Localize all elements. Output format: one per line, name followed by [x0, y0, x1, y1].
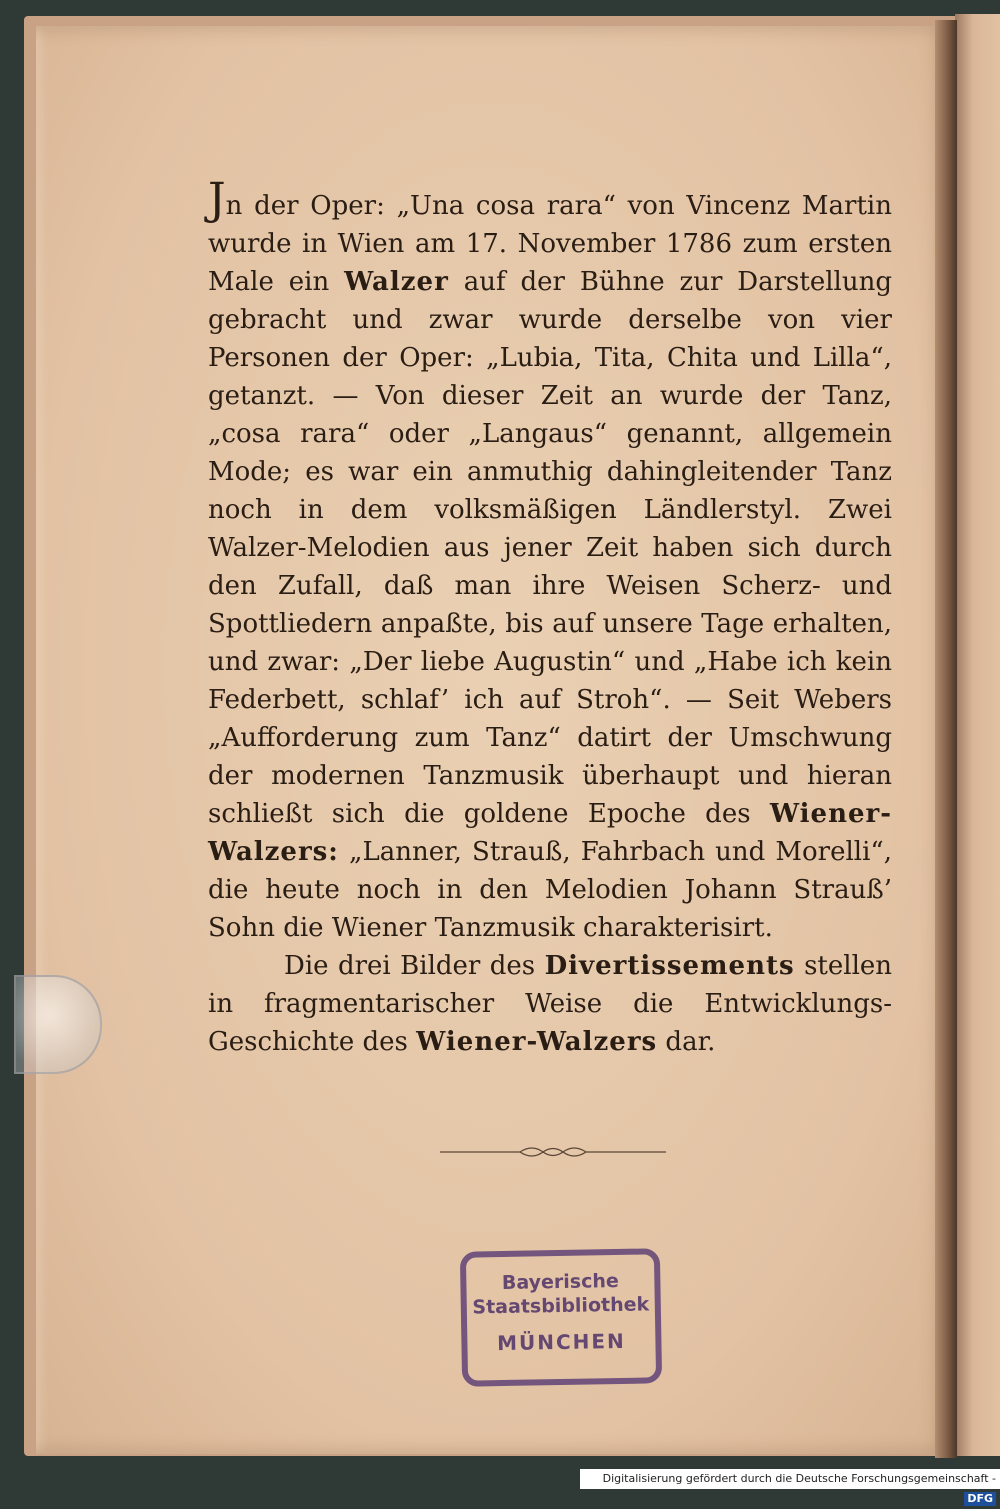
p2-bold-divertissements: Divertissements — [544, 951, 795, 981]
p2-text-end: dar. — [665, 1027, 716, 1057]
p2-bold-wiener-walzers: Wiener-Walzers — [416, 1027, 658, 1057]
facing-page-edge — [955, 14, 1000, 1456]
p1-text-end: „Lanner, Strauß, Fahrbach und Morelli“, die heute noch in den Melodien Johann Strauß’ Sohn die Wiener Tanzmusik charakterisirt. — [208, 837, 892, 943]
p2-text: Die drei Bilder des — [284, 951, 536, 981]
library-stamp — [460, 1248, 662, 1386]
dfg-logo: DFG — [964, 1492, 996, 1506]
page-gutter — [935, 20, 957, 1458]
initial-letter: J — [208, 174, 226, 225]
ornament-divider — [440, 1142, 666, 1162]
p1-bold-walzer: Walzer — [344, 267, 449, 297]
p1-text-mid: auf der Bühne zur Darstellung gebracht und zwar wurde derselbe von vier Personen der Oper: „Lubia, Tita, Chita und Lilla“, getanzt. — Von dieser Zeit an wurde der Tanz, „cosa rara“ oder „Langaus“ genannt, allgemein Mode; es war ein anmuthig dahingleitender Tanz noch in dem volksmäßigen Ländlerstyl. Zwei Walzer-Melodien aus jener Zeit haben sich durch den Zufall, daß man ihre Weisen Scherz- und Spottliedern anpaßte, bis auf unsere Tage erhalten, und zwar: „Der liebe Augustin“ und „Habe ich kein Federbett, schlaf’ ich auf Stroh“. — Seit Webers „Aufforderung zum Tanz“ datirt der Umschwung der modernen Tanzmusik überhaupt und hieran schließt sich die goldene Epoche des — [208, 267, 892, 829]
stamp-line-1: Bayerische — [501, 1269, 619, 1295]
stamp-line-2: Staatsbibliothek — [472, 1293, 650, 1319]
funding-footer — [580, 1469, 1000, 1505]
p2-text-mid: stellen in fragmentarischer Weise die Entwicklungs-Geschichte des — [208, 951, 893, 1057]
paragraph-1 — [208, 174, 893, 947]
footer-text: Digitalisierung gefördert durch die Deutsche Forschungsgemeinschaft - — [602, 1472, 996, 1485]
paragraph-2 — [208, 947, 892, 1061]
stamp-line-3: MÜNCHEN — [496, 1328, 626, 1356]
p1-text: n der Oper: „Una cosa rara“ von Vincenz Martin wurde in Wien am 17. November 1786 zum ersten Male ein — [208, 191, 892, 297]
body-text — [208, 174, 893, 1061]
p1-bold-wiener-walzers: Wiener-Walzers: — [208, 799, 893, 867]
